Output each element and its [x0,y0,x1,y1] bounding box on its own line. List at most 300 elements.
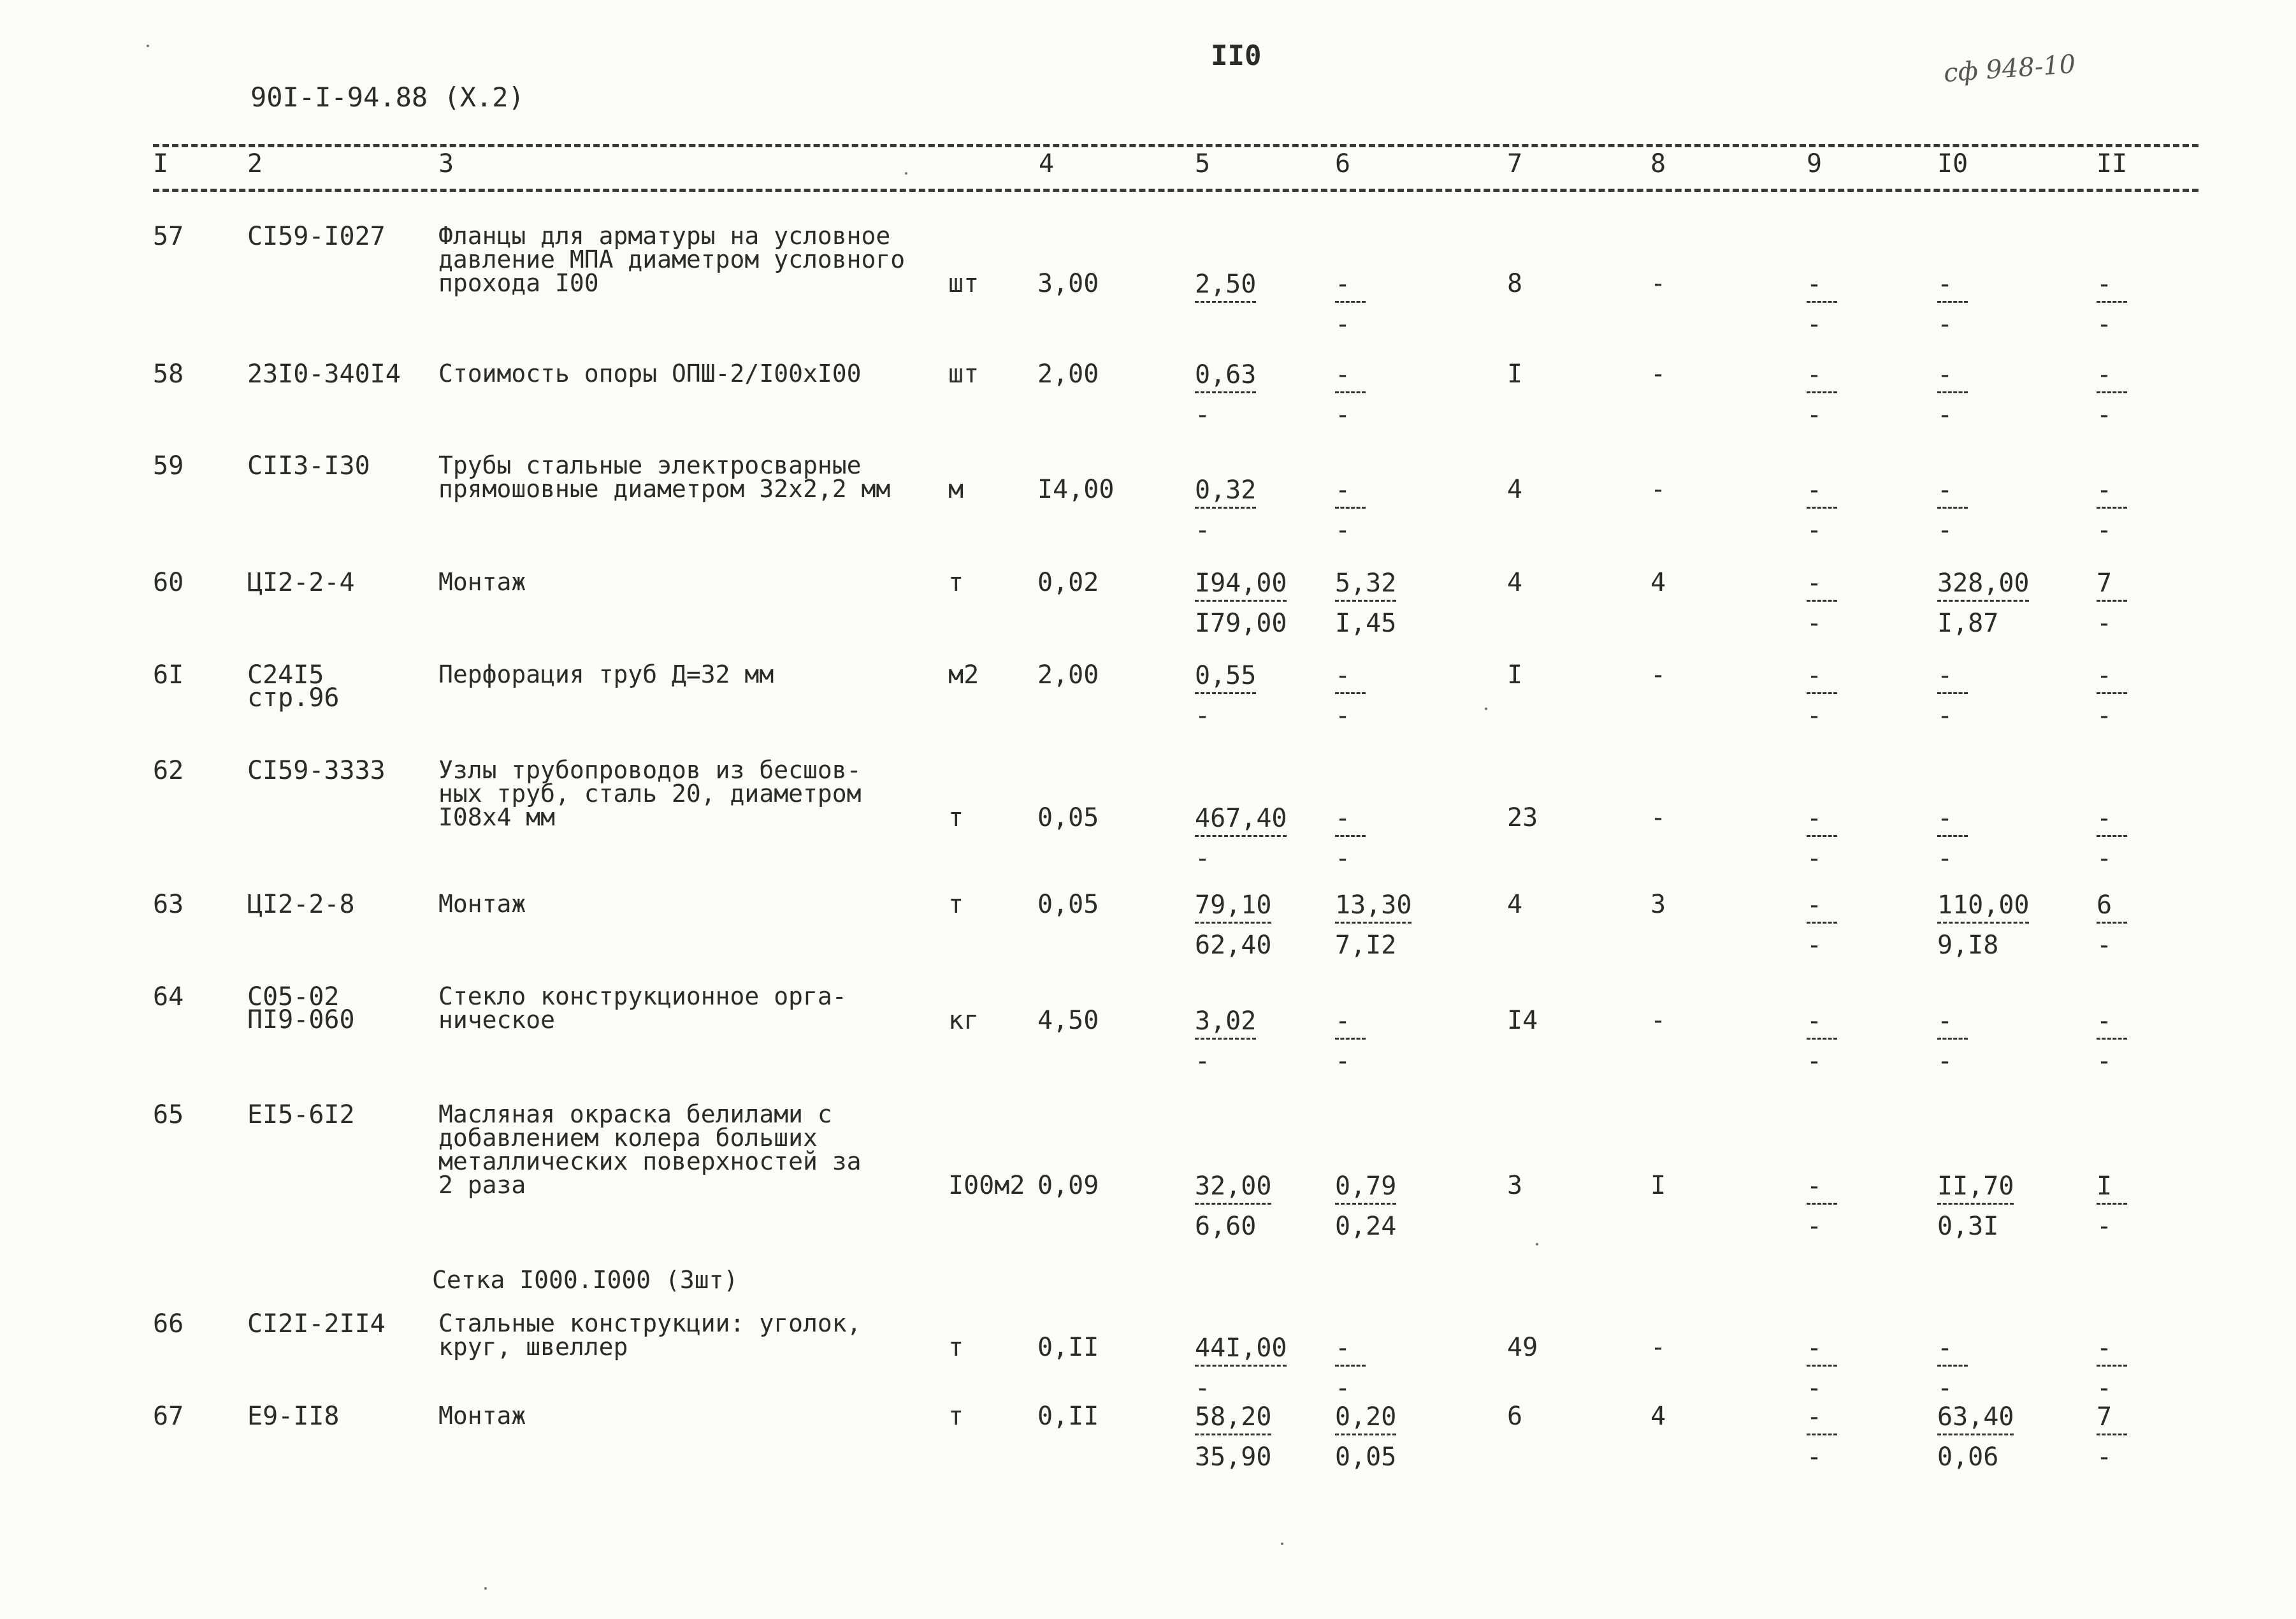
fraction-denominator: - [1195,516,1211,545]
fraction-denominator: - [1807,1442,1823,1472]
fraction-bar [1335,1038,1366,1042]
fraction-bar [2097,1203,2127,1207]
col8-value: 3 [1650,890,1666,919]
col7-value: 3 [1507,1171,1523,1200]
fraction-denominator: 9,I8 [1937,931,1999,960]
fraction-bar [2097,1365,2127,1369]
work-description: Узлы трубопроводов из бесшов- [438,756,862,784]
col7-value: I4 [1507,1006,1538,1035]
fraction-denominator: - [1807,400,1823,430]
col10-fraction [1937,1404,2014,1470]
col11-fraction [2097,1008,2127,1074]
fraction-numerator: - [1335,1006,1351,1036]
fraction-bar [1195,301,1256,305]
column-header-9: 9 [1807,149,1823,178]
fraction-bar [1937,1434,2014,1438]
fraction-numerator: - [1937,360,1953,389]
fraction-numerator: - [2097,1333,2112,1363]
fraction-numerator: 79,10 [1195,890,1272,920]
column-header-1: I [153,149,169,178]
fraction-denominator: 0,06 [1937,1442,1999,1472]
page-number: II0 [1211,40,1262,72]
fraction-bar [1937,1365,1968,1369]
price-total-fraction [1195,1173,1271,1239]
fraction-numerator: - [1937,1006,1953,1036]
price-total-fraction [1195,1335,1287,1401]
work-description: I08х4 мм [438,803,556,831]
fraction-denominator: I,45 [1335,609,1397,638]
rate-code: C05-02 [247,982,340,1012]
unit: т [948,1402,964,1431]
rate-code: ЦI2-2-8 [247,890,355,919]
fraction-bar [1195,922,1271,926]
fraction-denominator: - [1807,1374,1823,1403]
fraction-numerator: - [1335,360,1351,389]
fraction-denominator: - [1335,400,1351,430]
col8-value: - [1650,1333,1666,1362]
quantity: 0,02 [1037,568,1099,597]
fraction-denominator: I,87 [1937,609,1999,638]
col9-fraction [1807,272,1837,337]
rate-code: CI59-I027 [247,222,386,251]
col10-fraction [1937,477,1968,543]
fraction-denominator: - [1335,516,1351,545]
fraction-bar [1807,600,1837,604]
col10-fraction [1937,892,2030,958]
fraction-numerator: I94,00 [1195,569,1287,598]
fraction-bar [2097,1434,2127,1438]
fraction-numerator: - [1807,360,1823,389]
col10-fraction [1937,1008,1968,1074]
fraction-bar [2097,391,2127,396]
rate-code: ПI9-060 [247,1005,355,1035]
fraction-bar [1195,507,1256,511]
unit: м2 [948,660,979,690]
row-number: 65 [153,1100,184,1129]
fraction-bar [1807,692,1837,697]
wages-fraction [1335,1335,1366,1401]
fraction-bar [2097,692,2127,697]
row-number: 60 [153,568,184,597]
fraction-numerator: - [2097,1006,2112,1036]
work-description: Стоимость опоры ОПШ-2/I00хI00 [438,359,862,388]
fraction-bar [1335,1365,1366,1369]
wages-fraction [1335,892,1412,958]
fraction-bar [1335,507,1366,511]
fraction-bar [1807,301,1837,305]
fraction-bar [1937,1038,1968,1042]
unit: шт [948,359,979,389]
scan-speck [1485,708,1487,710]
col7-value: 49 [1507,1333,1538,1362]
col11-fraction [2097,1173,2127,1239]
fraction-denominator: - [1195,1047,1211,1076]
fraction-bar [1937,1203,2014,1207]
column-header-2: 2 [247,149,263,178]
fraction-denominator: I79,00 [1195,609,1287,638]
col9-fraction [1807,663,1837,729]
fraction-bar [1195,600,1287,604]
col7-value: 23 [1507,803,1538,832]
fraction-denominator: 6,60 [1195,1212,1257,1241]
price-total-fraction [1195,362,1256,428]
col9-fraction [1807,1404,1837,1470]
fraction-numerator: II,70 [1937,1172,2014,1201]
fraction-denominator: - [1937,701,1953,730]
col11-fraction [2097,570,2127,636]
col11-fraction [2097,272,2127,337]
row-number: 64 [153,982,184,1012]
col10-fraction [1937,362,1968,428]
col8-value: 4 [1650,568,1666,597]
column-header-6: 6 [1335,149,1351,178]
quantity: 2,00 [1037,660,1099,690]
col9-fraction [1807,570,1837,636]
col11-fraction [2097,806,2127,871]
fraction-numerator: - [1807,1402,1823,1432]
col9-fraction [1807,1008,1837,1074]
work-description: добавлением колера больших [438,1124,818,1152]
fraction-numerator: 58,20 [1195,1402,1272,1432]
quantity: 0,09 [1037,1171,1099,1200]
scan-speck [1281,1543,1283,1545]
fraction-denominator [1195,312,1256,337]
column-header-11: II [2097,149,2128,178]
work-description: Стекло конструкционное орга- [438,982,847,1010]
fraction-numerator: 3,02 [1195,1006,1257,1036]
col11-fraction [2097,1404,2127,1470]
work-description: круг, швеллер [438,1333,628,1361]
fraction-numerator: - [1937,1333,1953,1363]
wages-fraction [1335,362,1366,428]
price-total-fraction [1195,477,1256,543]
fraction-bar [1335,835,1366,839]
fraction-numerator: - [1807,476,1823,505]
work-description: ных труб, сталь 20, диаметром [438,780,862,808]
fraction-numerator: - [1335,804,1351,833]
col8-value: - [1650,660,1666,690]
unit: т [948,890,964,919]
wages-fraction [1335,1173,1396,1239]
fraction-bar [1335,301,1366,305]
work-description: прямошовные диаметром 32х2,2 мм [438,475,891,503]
work-description: Монтаж [438,890,526,918]
col8-value: 4 [1650,1402,1666,1431]
work-description: Трубы стальные электросварные [438,451,862,479]
col11-fraction [2097,892,2127,958]
rate-code: CII3-I30 [247,451,370,481]
price-total-fraction [1195,1008,1256,1074]
fraction-bar [1335,1434,1396,1438]
scan-speck [905,172,907,175]
work-description: Монтаж [438,568,526,596]
wages-fraction [1335,663,1366,729]
fraction-numerator: - [1335,476,1351,505]
rate-code: 23I0-340I4 [247,359,401,389]
fraction-numerator: - [1807,1333,1823,1363]
col10-fraction [1937,1335,1968,1401]
rate-code: CI2I-2II4 [247,1309,386,1339]
row-number: 6I [153,660,184,690]
quantity: 4,50 [1037,1006,1099,1035]
fraction-denominator: - [1195,400,1211,430]
fraction-bar [1807,507,1837,511]
section-subheading: Сетка I000.I000 (3шт) [432,1266,739,1294]
wages-fraction [1335,806,1366,871]
fraction-numerator: 328,00 [1937,569,2030,598]
column-header-3: 3 [438,149,454,178]
scan-speck [1536,1243,1538,1245]
fraction-bar [1335,1203,1396,1207]
fraction-denominator: - [2097,931,2112,960]
col8-value: I [1650,1171,1666,1200]
fraction-denominator: - [1937,844,1953,873]
fraction-numerator: - [1937,476,1953,505]
col8-value: - [1650,359,1666,389]
quantity: 0,05 [1037,890,1099,919]
fraction-numerator: 0,55 [1195,661,1257,690]
fraction-denominator: - [1807,310,1823,339]
fraction-numerator: 63,40 [1937,1402,2014,1432]
quantity: 0,II [1037,1333,1099,1362]
fraction-numerator: 32,00 [1195,1172,1272,1201]
col7-value: 4 [1507,568,1523,597]
fraction-bar [1937,922,2029,926]
fraction-numerator: - [1937,661,1953,690]
fraction-bar [1937,692,1968,697]
fraction-denominator: - [1937,310,1953,339]
col9-fraction [1807,892,1837,958]
rate-code: EI5-6I2 [247,1100,355,1129]
col7-value: 4 [1507,475,1523,504]
fraction-numerator: - [1807,804,1823,833]
fraction-bar [2097,600,2127,604]
fraction-denominator: - [2097,1047,2112,1076]
unit: кг [948,1006,979,1035]
fraction-numerator: - [1807,661,1823,690]
column-header-10: I0 [1937,149,1968,178]
work-description: прохода I00 [438,269,599,297]
fraction-bar [2097,922,2127,926]
fraction-numerator: 467,40 [1195,804,1287,833]
column-header-7: 7 [1507,149,1523,178]
fraction-numerator: 0,79 [1335,1172,1397,1201]
fraction-bar [1195,1434,1271,1438]
work-description: ническое [438,1006,556,1034]
price-total-fraction [1195,1404,1271,1470]
fraction-denominator: - [2097,1212,2112,1241]
fraction-denominator: 0,05 [1335,1442,1397,1472]
quantity: 2,00 [1037,359,1099,389]
fraction-bar [1335,692,1366,697]
fraction-numerator: - [2097,661,2112,690]
col11-fraction [2097,1335,2127,1401]
fraction-bar [2097,835,2127,839]
scan-speck [147,45,149,47]
rate-code: стр.96 [247,683,340,713]
col10-fraction [1937,570,2030,636]
fraction-bar [1937,301,1968,305]
fraction-bar [1335,391,1366,396]
column-header-8: 8 [1650,149,1666,178]
wages-fraction [1335,570,1396,636]
col11-fraction [2097,362,2127,428]
document-code: 90I-I-94.88 (X.2) [250,82,524,113]
fraction-denominator: - [1807,516,1823,545]
unit: т [948,803,964,832]
work-description: давление МПА диаметром условного [438,245,906,273]
fraction-denominator: - [1807,931,1823,960]
fraction-denominator: 35,90 [1195,1442,1272,1472]
price-total-fraction [1195,806,1287,871]
fraction-numerator: 6 [2097,890,2112,920]
fraction-numerator: - [1937,270,1953,299]
fraction-numerator: - [1807,890,1823,920]
fraction-denominator: - [1335,1047,1351,1076]
price-total-fraction [1195,272,1256,337]
fraction-denominator: - [2097,310,2112,339]
fraction-numerator: - [1335,661,1351,690]
row-number: 57 [153,222,184,251]
fraction-denominator: - [1807,1047,1823,1076]
fraction-denominator: - [1937,516,1953,545]
unit: шт [948,269,979,298]
fraction-denominator: 0,24 [1335,1212,1397,1241]
fraction-bar [1335,922,1412,926]
fraction-denominator: - [1937,1047,1953,1076]
fraction-numerator: - [2097,270,2112,299]
fraction-numerator: - [1807,1172,1823,1201]
fraction-numerator: I [2097,1172,2112,1201]
col7-value: I [1507,359,1523,389]
fraction-numerator: - [2097,804,2112,833]
work-description: Масляная окраска белилами с [438,1100,832,1128]
fraction-numerator: 0,63 [1195,360,1257,389]
col7-value: 8 [1507,269,1523,298]
fraction-bar [1807,1038,1837,1042]
header-bottom-rule [153,189,2199,192]
work-description: металлических поверхностей за [438,1147,862,1175]
rate-code: ЦI2-2-4 [247,568,355,597]
fraction-numerator: 5,32 [1335,569,1397,598]
fraction-bar [1195,835,1287,839]
fraction-numerator: - [2097,360,2112,389]
fraction-numerator: - [1807,569,1823,598]
unit: I00м2 [948,1171,1025,1200]
fraction-numerator: - [2097,476,2112,505]
fraction-bar [1195,692,1256,697]
fraction-bar [1807,922,1837,926]
row-number: 62 [153,756,184,785]
price-total-fraction [1195,570,1287,636]
work-description: Фланцы для арматуры на условное [438,222,891,250]
fraction-denominator: 7,I2 [1335,931,1397,960]
col10-fraction [1937,806,1968,871]
rate-code: CI59-3333 [247,756,386,785]
fraction-denominator: - [1807,701,1823,730]
scan-speck [484,1587,487,1590]
wages-fraction [1335,477,1366,543]
fraction-bar [1807,1434,1837,1438]
col8-value: - [1650,1006,1666,1035]
fraction-numerator: - [1335,1333,1351,1363]
fraction-numerator: - [1807,1006,1823,1036]
fraction-bar [2097,1038,2127,1042]
unit: т [948,1333,964,1362]
col9-fraction [1807,477,1837,543]
fraction-denominator: - [2097,516,2112,545]
fraction-bar [1807,835,1837,839]
quantity: 0,II [1037,1402,1099,1431]
fraction-bar [1937,835,1968,839]
fraction-denominator: - [2097,400,2112,430]
row-number: 59 [153,451,184,481]
fraction-bar [1807,391,1837,396]
col10-fraction [1937,1173,2014,1239]
unit: т [948,568,964,597]
fraction-bar [1807,1203,1837,1207]
quantity: I4,00 [1037,475,1115,504]
fraction-numerator: 44I,00 [1195,1333,1287,1363]
handwritten-signature: сф 948-10 [1942,49,2077,89]
work-description: Стальные конструкции: уголок, [438,1309,862,1337]
row-number: 66 [153,1309,184,1339]
wages-fraction [1335,272,1366,337]
fraction-numerator: 0,20 [1335,1402,1397,1432]
fraction-denominator: - [1195,844,1211,873]
fraction-bar [1937,391,1968,396]
col8-value: - [1650,803,1666,832]
col10-fraction [1937,663,1968,729]
col7-value: 6 [1507,1402,1523,1431]
col7-value: I [1507,660,1523,690]
fraction-denominator: - [2097,1374,2112,1403]
fraction-denominator: - [1937,1374,1953,1403]
fraction-numerator: 2,50 [1195,270,1257,299]
col9-fraction [1807,362,1837,428]
fraction-denominator: - [1807,1212,1823,1241]
fraction-denominator: - [1335,1374,1351,1403]
col8-value: - [1650,475,1666,504]
fraction-numerator: 0,32 [1195,476,1257,505]
fraction-denominator: - [1195,1374,1211,1403]
col9-fraction [1807,1173,1837,1239]
fraction-denominator: - [1335,844,1351,873]
col8-value: - [1650,269,1666,298]
fraction-denominator: 0,3I [1937,1212,1999,1241]
col9-fraction [1807,806,1837,871]
column-header-4: 4 [1039,149,1055,178]
fraction-denominator: - [2097,609,2112,638]
col11-fraction [2097,663,2127,729]
row-number: 58 [153,359,184,389]
fraction-denominator: 62,40 [1195,931,1272,960]
row-number: 63 [153,890,184,919]
header-top-rule [153,144,2199,147]
fraction-numerator: - [1807,270,1823,299]
rate-code: E9-II8 [247,1402,340,1431]
fraction-numerator: - [1335,270,1351,299]
quantity: 3,00 [1037,269,1099,298]
column-header-5: 5 [1195,149,1211,178]
fraction-bar [1195,1038,1256,1042]
work-description: Монтаж [438,1402,526,1430]
fraction-bar [1195,1203,1271,1207]
fraction-numerator: 7 [2097,1402,2112,1432]
fraction-bar [2097,301,2127,305]
fraction-denominator: - [1335,310,1351,339]
fraction-denominator: - [1195,701,1211,730]
